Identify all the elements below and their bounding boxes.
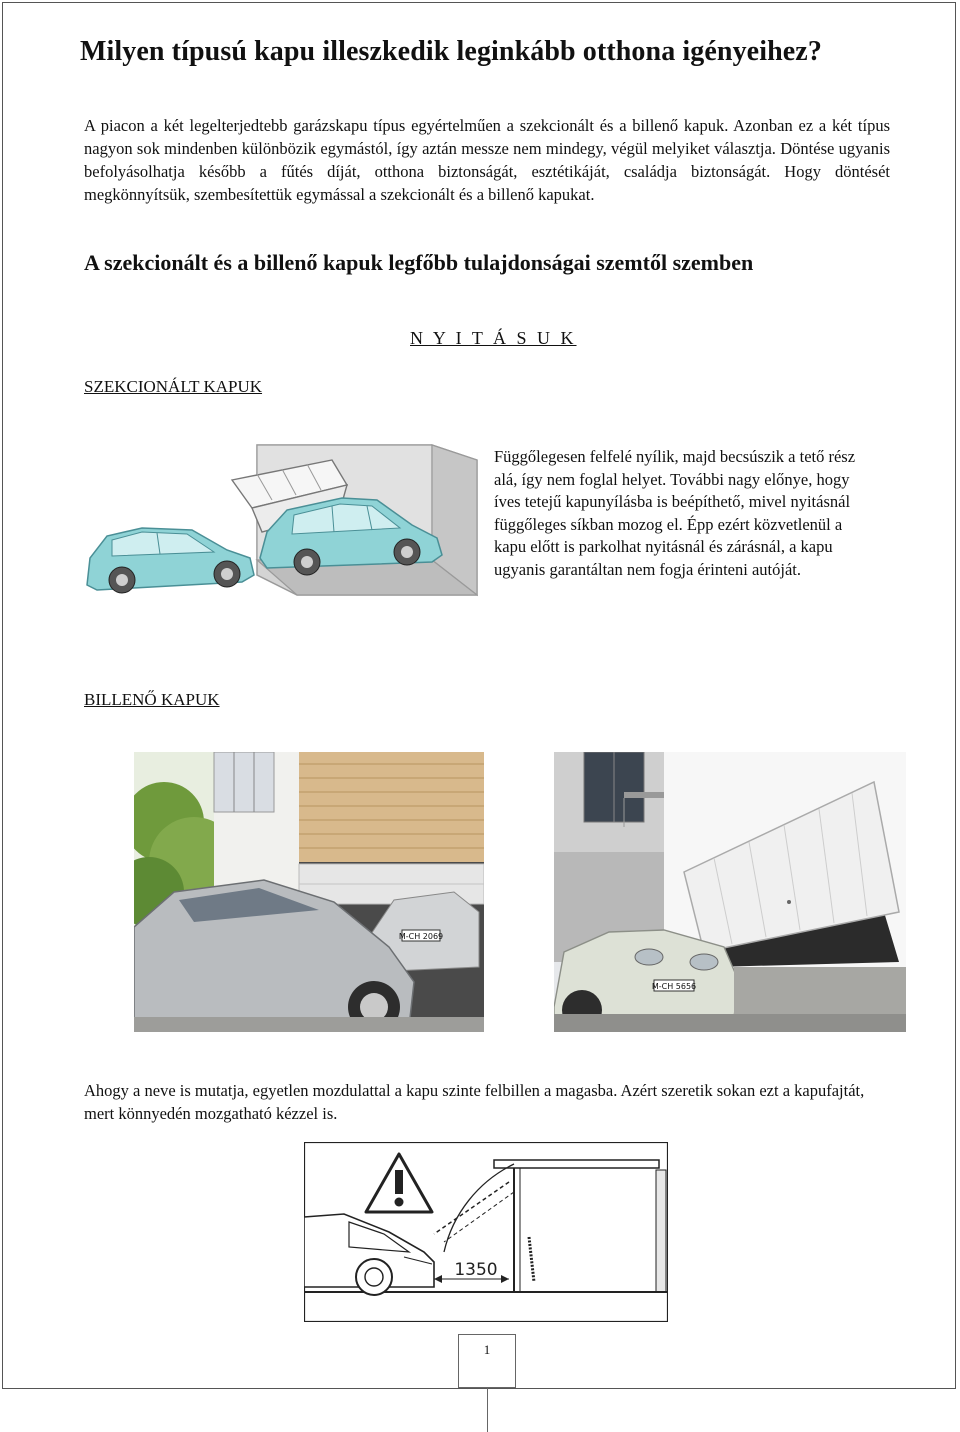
- tilting-gates-label: BILLENŐ KAPUK: [84, 690, 220, 709]
- tilting-description: Ahogy a neve is mutatja, egyetlen mozdulattal a kapu szinte felbillen a magasba. Azért szeretik sokan ezt a kapufajtát, mert könnyedén mozgatható kézzel is.: [84, 1081, 865, 1123]
- page-number: 1: [458, 1334, 516, 1388]
- tilting-garage-photo: [554, 752, 906, 1032]
- section-subtitle: A szekcionált és a billenő kapuk legfőbb tulajdonságai szemtől szemben: [84, 250, 754, 275]
- intro-paragraph: A piacon a két legelterjedtebb garázskapu típus egyértelműen a szekcionált és a billenő kapuk. Azonban ez a két típus nagyon sok mindenben különbözik egymástól, így aztán messze nem mindegy, végül melyiket választja. Döntése ugyanis befolyásolhatja később a fűtés díját, otthona biztonságát, esztétikáját, családja biztonságát. Hogy döntését megkönnyítsük, szembesítettük egymással a szekcionált és a billenő kapukat.: [84, 116, 890, 204]
- opening-heading: N Y I T Á S U K: [410, 328, 577, 348]
- sectional-gate-illustration: [82, 440, 478, 600]
- diagram-dimension-label: 1350: [454, 1260, 498, 1280]
- sectional-description: Függőlegesen felfelé nyílik, majd becsúszik a tető rész alá, így nem foglal helyet. További nagy előnye, hogy íves tetejű kapunyílásba is beépíthető, mivel nyitásnál függőleges síkban mozog el. Épp ezért közvetlenül a kapu előtt is parkolhat nyitásnál és zárásnál, a kapu ugyanis garantáltan nem fogja érinteni autóját.: [494, 447, 856, 579]
- sectional-gates-label: SZEKCIONÁLT KAPUK: [84, 377, 263, 396]
- tilting-gate-diagram: [304, 1142, 668, 1322]
- page-title: Milyen típusú kapu illeszkedik leginkább otthona igényeihez?: [80, 36, 822, 67]
- sectional-garage-photo: [134, 752, 484, 1032]
- plate-left: M-CH 2069: [398, 932, 444, 941]
- plate-right: M-CH 5656: [651, 982, 697, 991]
- page-divider-line: [487, 1388, 488, 1432]
